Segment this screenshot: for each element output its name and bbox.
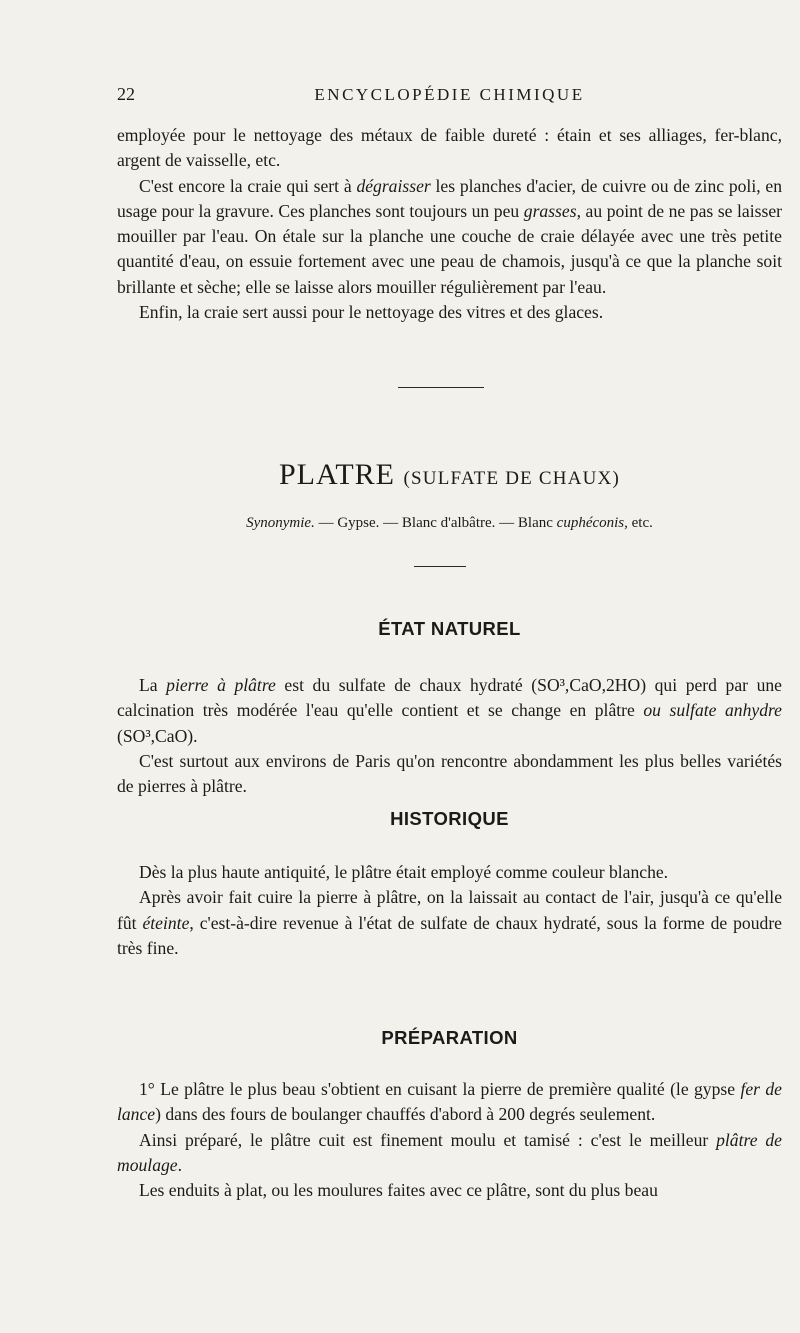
preparation-paragraph-3: Les enduits à plat, ou les moulures faites avec ce plâtre, sont du plus beau (139, 1180, 658, 1201)
historique-paragraph-2: Après avoir fait cuire la pierre à plâtre, on la laissait au contact de l'air, jusqu'à ce qu'elle fût éteinte, c'est-à-dire revenue à l'état de sulfate de chaux hydraté, sous la forme de poudre très fine. (117, 887, 782, 958)
etat-paragraph-2: C'est surtout aux environs de Paris qu'on rencontre abondamment les plus belles variétés de pierres à plâtre. (117, 750, 782, 797)
historique-paragraph-1: Dès la plus haute antiquité, le plâtre était employé comme couleur blanche. (139, 862, 669, 882)
section-divider (398, 387, 484, 388)
heading-etat-naturel: ÉTAT NATUREL (378, 618, 521, 639)
historique-section (117, 860, 782, 961)
chapter-title: PLATRE (SULFATE DE CHAUX) (278, 458, 621, 491)
intro-section (117, 123, 782, 325)
heading-historique: HISTORIQUE (390, 808, 509, 829)
preparation-paragraph-1: 1° Le plâtre le plus beau s'obtient en cuisant la pierre de première qualité (le gypse fer de lance) dans des fours de boulanger chauffés d'abord à 200 degrés seulement. (117, 1079, 782, 1125)
preparation-paragraph-2: Ainsi préparé, le plâtre cuit est finement moulu et tamisé : c'est le meilleur plâtre de moulage. (117, 1129, 782, 1175)
running-title: ENCYCLOPÉDIE CHIMIQUE (314, 85, 585, 104)
intro-paragraph-1: employée pour le nettoyage des métaux de faible dureté : étain et ses alliages, fer-blanc, argent de vaisselle, etc. (117, 125, 782, 171)
page-header (117, 84, 782, 110)
preparation-section (117, 1077, 782, 1203)
intro-paragraph-2: C'est encore la craie qui sert à dégraisser les planches d'acier, de cuivre ou de zinc poli, en usage pour la gravure. Ces planches sont toujours un peu grasses, au point de ne pas se laisser mouiller par l'eau. On étale sur la planche une couche de craie délayée avec une très petite quantité d'eau, on essuie fortement avec une peau de chamois, jusqu'à ce que la planche soit brillante et sèche; elle se laisse alors mouiller régulièrement par l'eau. (117, 175, 783, 297)
etat-naturel-section (117, 673, 782, 799)
intro-paragraph-3: Enfin, la craie sert aussi pour le nettoyage des vitres et des glaces. (139, 302, 604, 323)
etat-paragraph-1: La pierre à plâtre est du sulfate de chaux hydraté (SO³,CaO,2HO) qui perd par une calcination très modérée l'eau qu'elle contient et se change en plâtre ou sulfate anhydre (SO³,CaO). (117, 675, 782, 746)
synonymy-line: Synonymie. — Gypse. — Blanc d'albâtre. — Blanc cuphéconis, etc. (246, 515, 653, 531)
page-number: 22 (117, 84, 135, 104)
title-divider (414, 566, 466, 567)
heading-preparation: PRÉPARATION (381, 1027, 518, 1048)
